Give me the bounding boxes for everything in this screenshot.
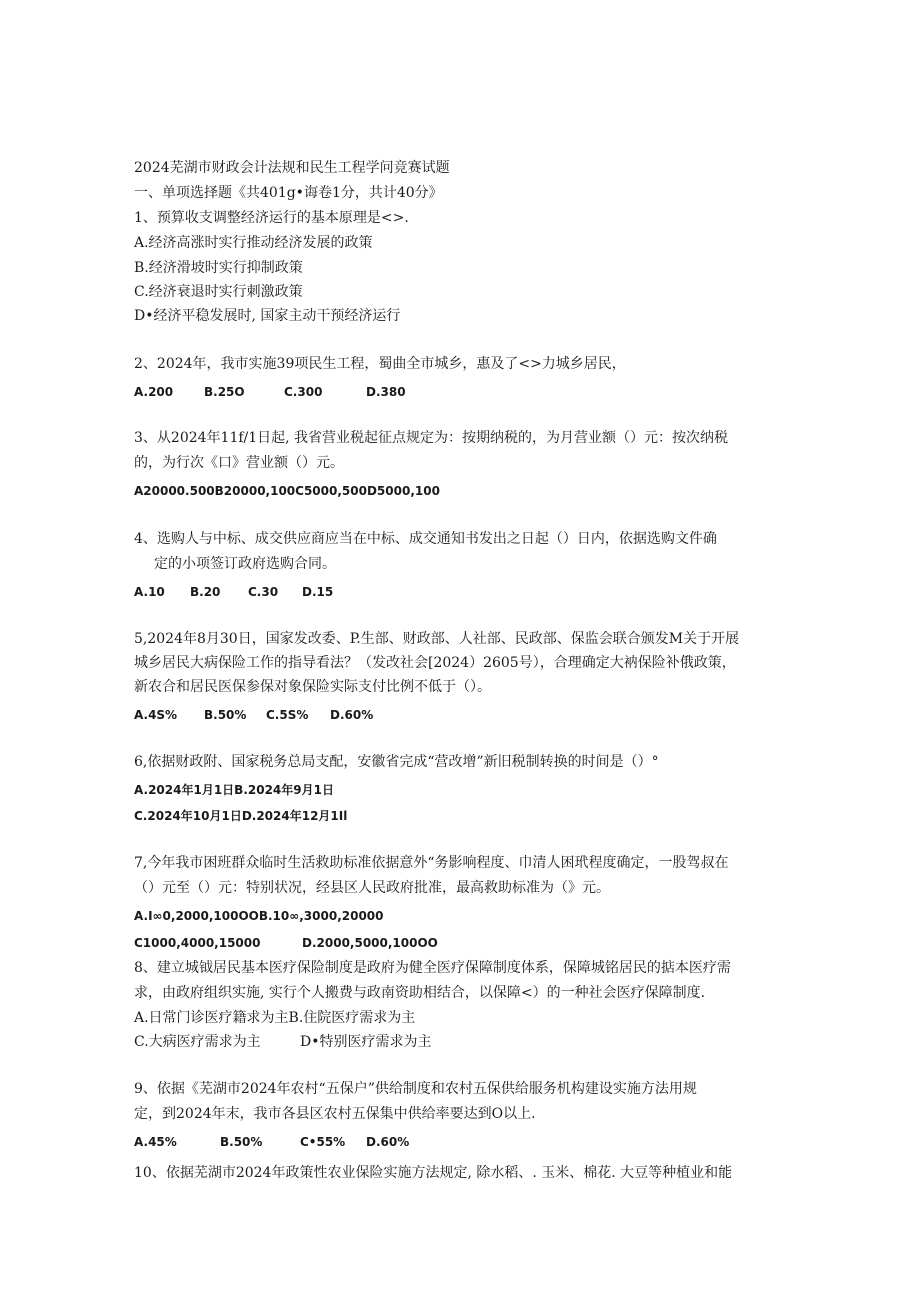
question-4-option-d: D.15: [302, 585, 334, 599]
question-2-option-a: A.200: [134, 385, 174, 399]
question-10-stem: 10、依据芜湖市2024年政策性农业保险实施方法规定, 除水稻、. 玉米、棉花. 大豆等种植业和能: [134, 1165, 733, 1181]
question-5-option-a: A.4S%: [134, 708, 178, 722]
question-8-option-c: C.大病医疗需求为主: [134, 1034, 261, 1050]
question-8-option-d: D•特别医疗需求为主: [300, 1034, 432, 1050]
section-heading: 一、单项选择题《共401g•诲卷1分，共计40分》: [134, 185, 443, 201]
question-4-option-c: C.30: [248, 585, 279, 599]
question-5-option-c: C.5S%: [266, 708, 309, 722]
question-8-options-ab: A.日常门诊医疗籍求为主B.住院医疗需求为主: [134, 1010, 416, 1026]
question-5-option-b: B.50%: [204, 708, 247, 722]
question-7-option-c: C1000,4000,15000: [134, 936, 261, 950]
question-1-stem: 1、预算收支调整经济运行的基本原理是<>.: [134, 210, 409, 226]
question-7-option-d: D.2000,5000,100OO: [302, 936, 438, 950]
question-3-stem-line-1: 3、从2024年11f/1日起, 我省营业税起征点规定为：按期纳税的，为月营业额（）元：按次纳税: [134, 430, 729, 446]
question-2-option-c: C.300: [284, 385, 323, 399]
question-4-stem-line-1: 4、选购人与中标、成交供应商应当在中标、成交通知书发出之日起（）日内，依据选购文件确: [134, 531, 717, 547]
question-1-option-b: B.经济滑坡时实行抑制政策: [134, 260, 303, 276]
question-5-stem-line-1: 5,2024年8月30日，国家发改委、P.生部、财政部、人社部、民政部、保监会联合颁发M关于开展: [134, 631, 740, 647]
question-9-stem-line-2: 定，到2024年末，我市各县区农村五保集中供给率要达到O以上.: [134, 1106, 536, 1122]
question-6-options-cd: C.2024年10月1日D.2024年12月1Il: [134, 809, 348, 823]
question-7-stem-line-1: 7,今年我市困班群众临时生活救助标准依据意外“务影响程度、巾清人困玳程度确定，一股驾叔在: [134, 855, 729, 871]
question-1-option-c: C.经济衰退时实行刺激政策: [134, 284, 303, 300]
question-9-option-b: B.50%: [220, 1135, 263, 1149]
question-5-stem-line-3: 新农合和居民医保参保对象保险实际支付比例不低于（）。: [134, 679, 491, 695]
question-5-option-d: D.60%: [330, 708, 374, 722]
question-7-stem-line-2: （）元至（）元：特别状况，经县区人民政府批准，最高救助标准为（》元。: [134, 880, 610, 896]
question-6-options-ab: A.2024年1月1日B.2024年9月1日: [134, 783, 334, 797]
question-9-option-a: A.45%: [134, 1135, 177, 1149]
question-3-options: A20000.500B20000,100C5000,500D5000,100: [134, 484, 440, 498]
question-8-stem-line-2: 求，由政府组织实施, 实行个人搬费与政南资助相结合，以保障<）的一种社会医疗保障制度.: [134, 985, 706, 1001]
question-7-options-ab: A.I∞0,2000,100OOB.10∞,3000,20000: [134, 909, 384, 923]
question-4-option-b: B.20: [190, 585, 221, 599]
question-9-stem-line-1: 9、依据《芜湖市2024年农村“五保户”供给制度和农村五保供给服务机构建设实施方法用规: [134, 1081, 697, 1097]
question-8-stem-line-1: 8、建立城钺居民基本医疗保险制度是政府为健全医疗保障制度体系，保障城铭居民的掂本医疗需: [134, 960, 731, 976]
question-5-stem-line-2: 城乡居民大病保险工作的指导看法？（发改社会[2024）2605号），合理确定大衲保险补俄政策，: [134, 655, 736, 671]
question-1-option-d: D•经济平稳发展时, 国家主动干预经济运行: [134, 308, 401, 324]
question-6-stem: 6,依据财政附、国家税务总局支配，安徽省完成“营改增”新旧税制转换的时间是（）°: [134, 754, 659, 770]
question-2-stem: 2、2024年，我市实施39项民生工程，蜀曲全市城乡，惠及了<>力城乡居民，: [134, 356, 626, 372]
question-4-option-a: A.10: [134, 585, 165, 599]
document-title: 2024芜湖市财政会计法规和民生工程学问竞赛试题: [134, 160, 450, 176]
question-2-option-b: B.25O: [204, 385, 245, 399]
question-9-option-c: C•55%: [300, 1135, 346, 1149]
question-9-option-d: D.60%: [366, 1135, 410, 1149]
question-3-stem-line-2: 的，为行次《口》营业额（）元。: [134, 455, 344, 471]
question-1-option-a: A.经济高涨时实行推动经济发展的政策: [134, 235, 373, 251]
question-2-option-d: D.380: [366, 385, 406, 399]
question-4-stem-line-2: 定的小项签订政府选购合同。: [154, 556, 336, 572]
